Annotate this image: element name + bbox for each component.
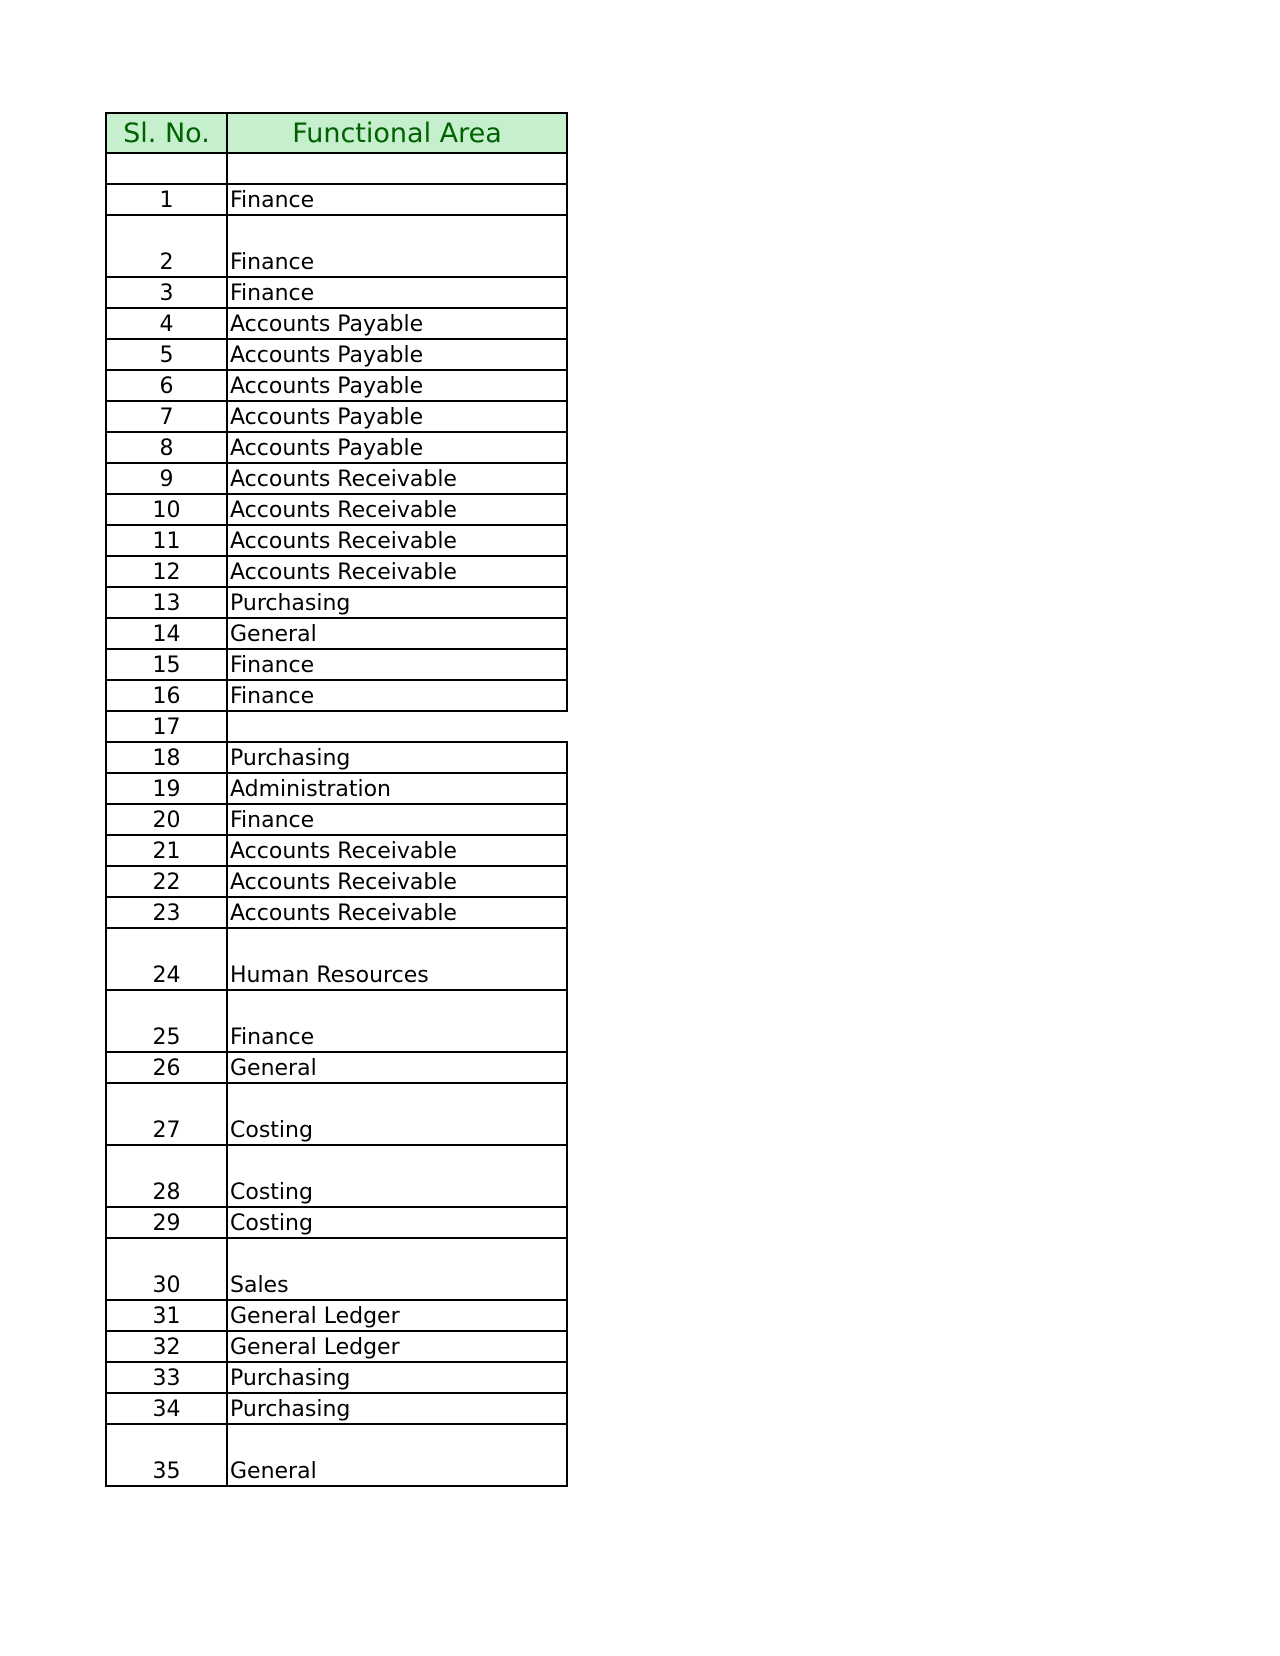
functional-area-cell: General — [227, 1052, 567, 1083]
table-row — [106, 866, 567, 897]
sl-no-cell: 35 — [106, 1424, 227, 1486]
table-row — [106, 1083, 567, 1145]
sl-no-cell — [106, 153, 227, 184]
sl-no-cell: 20 — [106, 804, 227, 835]
sl-no-cell: 11 — [106, 525, 227, 556]
sl-no-cell: 29 — [106, 1207, 227, 1238]
table-row — [106, 928, 567, 990]
table-row — [106, 339, 567, 370]
sl-no-cell: 14 — [106, 618, 227, 649]
table-row — [106, 370, 567, 401]
functional-area-cell — [227, 153, 567, 184]
functional-area-cell: General — [227, 1424, 567, 1486]
table-row — [106, 1238, 567, 1300]
table-row — [106, 804, 567, 835]
table-row — [106, 1424, 567, 1486]
table-row — [106, 990, 567, 1052]
sl-no-cell: 12 — [106, 556, 227, 587]
header-row — [106, 113, 567, 153]
sl-no-cell: 1 — [106, 184, 227, 215]
functional-area-cell: Administration — [227, 773, 567, 804]
table-row — [106, 1393, 567, 1424]
sl-no-cell: 13 — [106, 587, 227, 618]
functional-area-cell: Purchasing — [227, 1393, 567, 1424]
functional-area-cell: Accounts Receivable — [227, 494, 567, 525]
sl-no-cell: 7 — [106, 401, 227, 432]
functional-area-cell: Accounts Receivable — [227, 866, 567, 897]
functional-area-cell: Sales — [227, 1238, 567, 1300]
functional-area-cell: General Ledger — [227, 1331, 567, 1362]
sl-no-cell: 34 — [106, 1393, 227, 1424]
functional-area-cell: General Ledger — [227, 1300, 567, 1331]
sl-no-cell: 15 — [106, 649, 227, 680]
sl-no-cell: 32 — [106, 1331, 227, 1362]
functional-area-cell: Purchasing — [227, 1362, 567, 1393]
table-row — [106, 494, 567, 525]
functional-area-cell: Accounts Receivable — [227, 897, 567, 928]
sl-no-cell: 28 — [106, 1145, 227, 1207]
functional-area-cell: Accounts Receivable — [227, 525, 567, 556]
table-row — [106, 835, 567, 866]
functional-area-cell: Finance — [227, 215, 567, 277]
table-row — [106, 308, 567, 339]
table-row — [106, 432, 567, 463]
sl-no-cell: 9 — [106, 463, 227, 494]
functional-area-cell: Accounts Receivable — [227, 463, 567, 494]
functional-area-cell — [227, 711, 567, 742]
table-row — [106, 618, 567, 649]
table-row — [106, 1331, 567, 1362]
sl-no-cell: 27 — [106, 1083, 227, 1145]
header-sl-no: Sl. No. — [106, 113, 227, 153]
sl-no-cell: 4 — [106, 308, 227, 339]
table-row — [106, 556, 567, 587]
sl-no-cell: 33 — [106, 1362, 227, 1393]
table-row — [106, 525, 567, 556]
functional-area-cell: Accounts Receivable — [227, 835, 567, 866]
sl-no-cell: 10 — [106, 494, 227, 525]
table-row — [106, 277, 567, 308]
sl-no-cell: 16 — [106, 680, 227, 711]
table-row — [106, 680, 567, 711]
sl-no-cell: 6 — [106, 370, 227, 401]
functional-area-cell: Finance — [227, 184, 567, 215]
functional-area-table — [105, 112, 568, 1487]
sl-no-cell: 21 — [106, 835, 227, 866]
sl-no-cell: 2 — [106, 215, 227, 277]
functional-area-cell: General — [227, 618, 567, 649]
functional-area-cell: Accounts Payable — [227, 401, 567, 432]
table-body — [106, 153, 567, 1486]
sl-no-cell: 5 — [106, 339, 227, 370]
sl-no-cell: 18 — [106, 742, 227, 773]
functional-area-cell: Purchasing — [227, 587, 567, 618]
header-functional-area: Functional Area — [227, 113, 567, 153]
functional-area-cell: Finance — [227, 804, 567, 835]
sl-no-cell: 24 — [106, 928, 227, 990]
table-row — [106, 184, 567, 215]
functional-area-cell: Human Resources — [227, 928, 567, 990]
sl-no-cell: 17 — [106, 711, 227, 742]
functional-area-cell: Finance — [227, 277, 567, 308]
functional-area-cell: Accounts Payable — [227, 308, 567, 339]
functional-area-cell: Finance — [227, 990, 567, 1052]
functional-area-cell: Costing — [227, 1145, 567, 1207]
sl-no-cell: 19 — [106, 773, 227, 804]
table-row — [106, 1207, 567, 1238]
table-row — [106, 1145, 567, 1207]
sl-no-cell: 25 — [106, 990, 227, 1052]
functional-area-cell: Accounts Payable — [227, 339, 567, 370]
functional-area-cell: Accounts Payable — [227, 432, 567, 463]
functional-area-cell: Purchasing — [227, 742, 567, 773]
table-row — [106, 711, 567, 742]
table-row — [106, 587, 567, 618]
functional-area-cell: Accounts Receivable — [227, 556, 567, 587]
sl-no-cell: 26 — [106, 1052, 227, 1083]
functional-area-cell: Costing — [227, 1207, 567, 1238]
table-row — [106, 773, 567, 804]
table-row — [106, 463, 567, 494]
table-row — [106, 1300, 567, 1331]
functional-area-cell: Finance — [227, 649, 567, 680]
sl-no-cell: 8 — [106, 432, 227, 463]
sl-no-cell: 3 — [106, 277, 227, 308]
table-row — [106, 649, 567, 680]
functional-area-cell: Finance — [227, 680, 567, 711]
sl-no-cell: 23 — [106, 897, 227, 928]
table-row — [106, 1362, 567, 1393]
table-row — [106, 897, 567, 928]
table-row — [106, 1052, 567, 1083]
table-row — [106, 153, 567, 184]
sl-no-cell: 22 — [106, 866, 227, 897]
table-row — [106, 401, 567, 432]
sl-no-cell: 31 — [106, 1300, 227, 1331]
functional-area-cell: Costing — [227, 1083, 567, 1145]
functional-area-cell: Accounts Payable — [227, 370, 567, 401]
table-row — [106, 215, 567, 277]
table-row — [106, 742, 567, 773]
sl-no-cell: 30 — [106, 1238, 227, 1300]
